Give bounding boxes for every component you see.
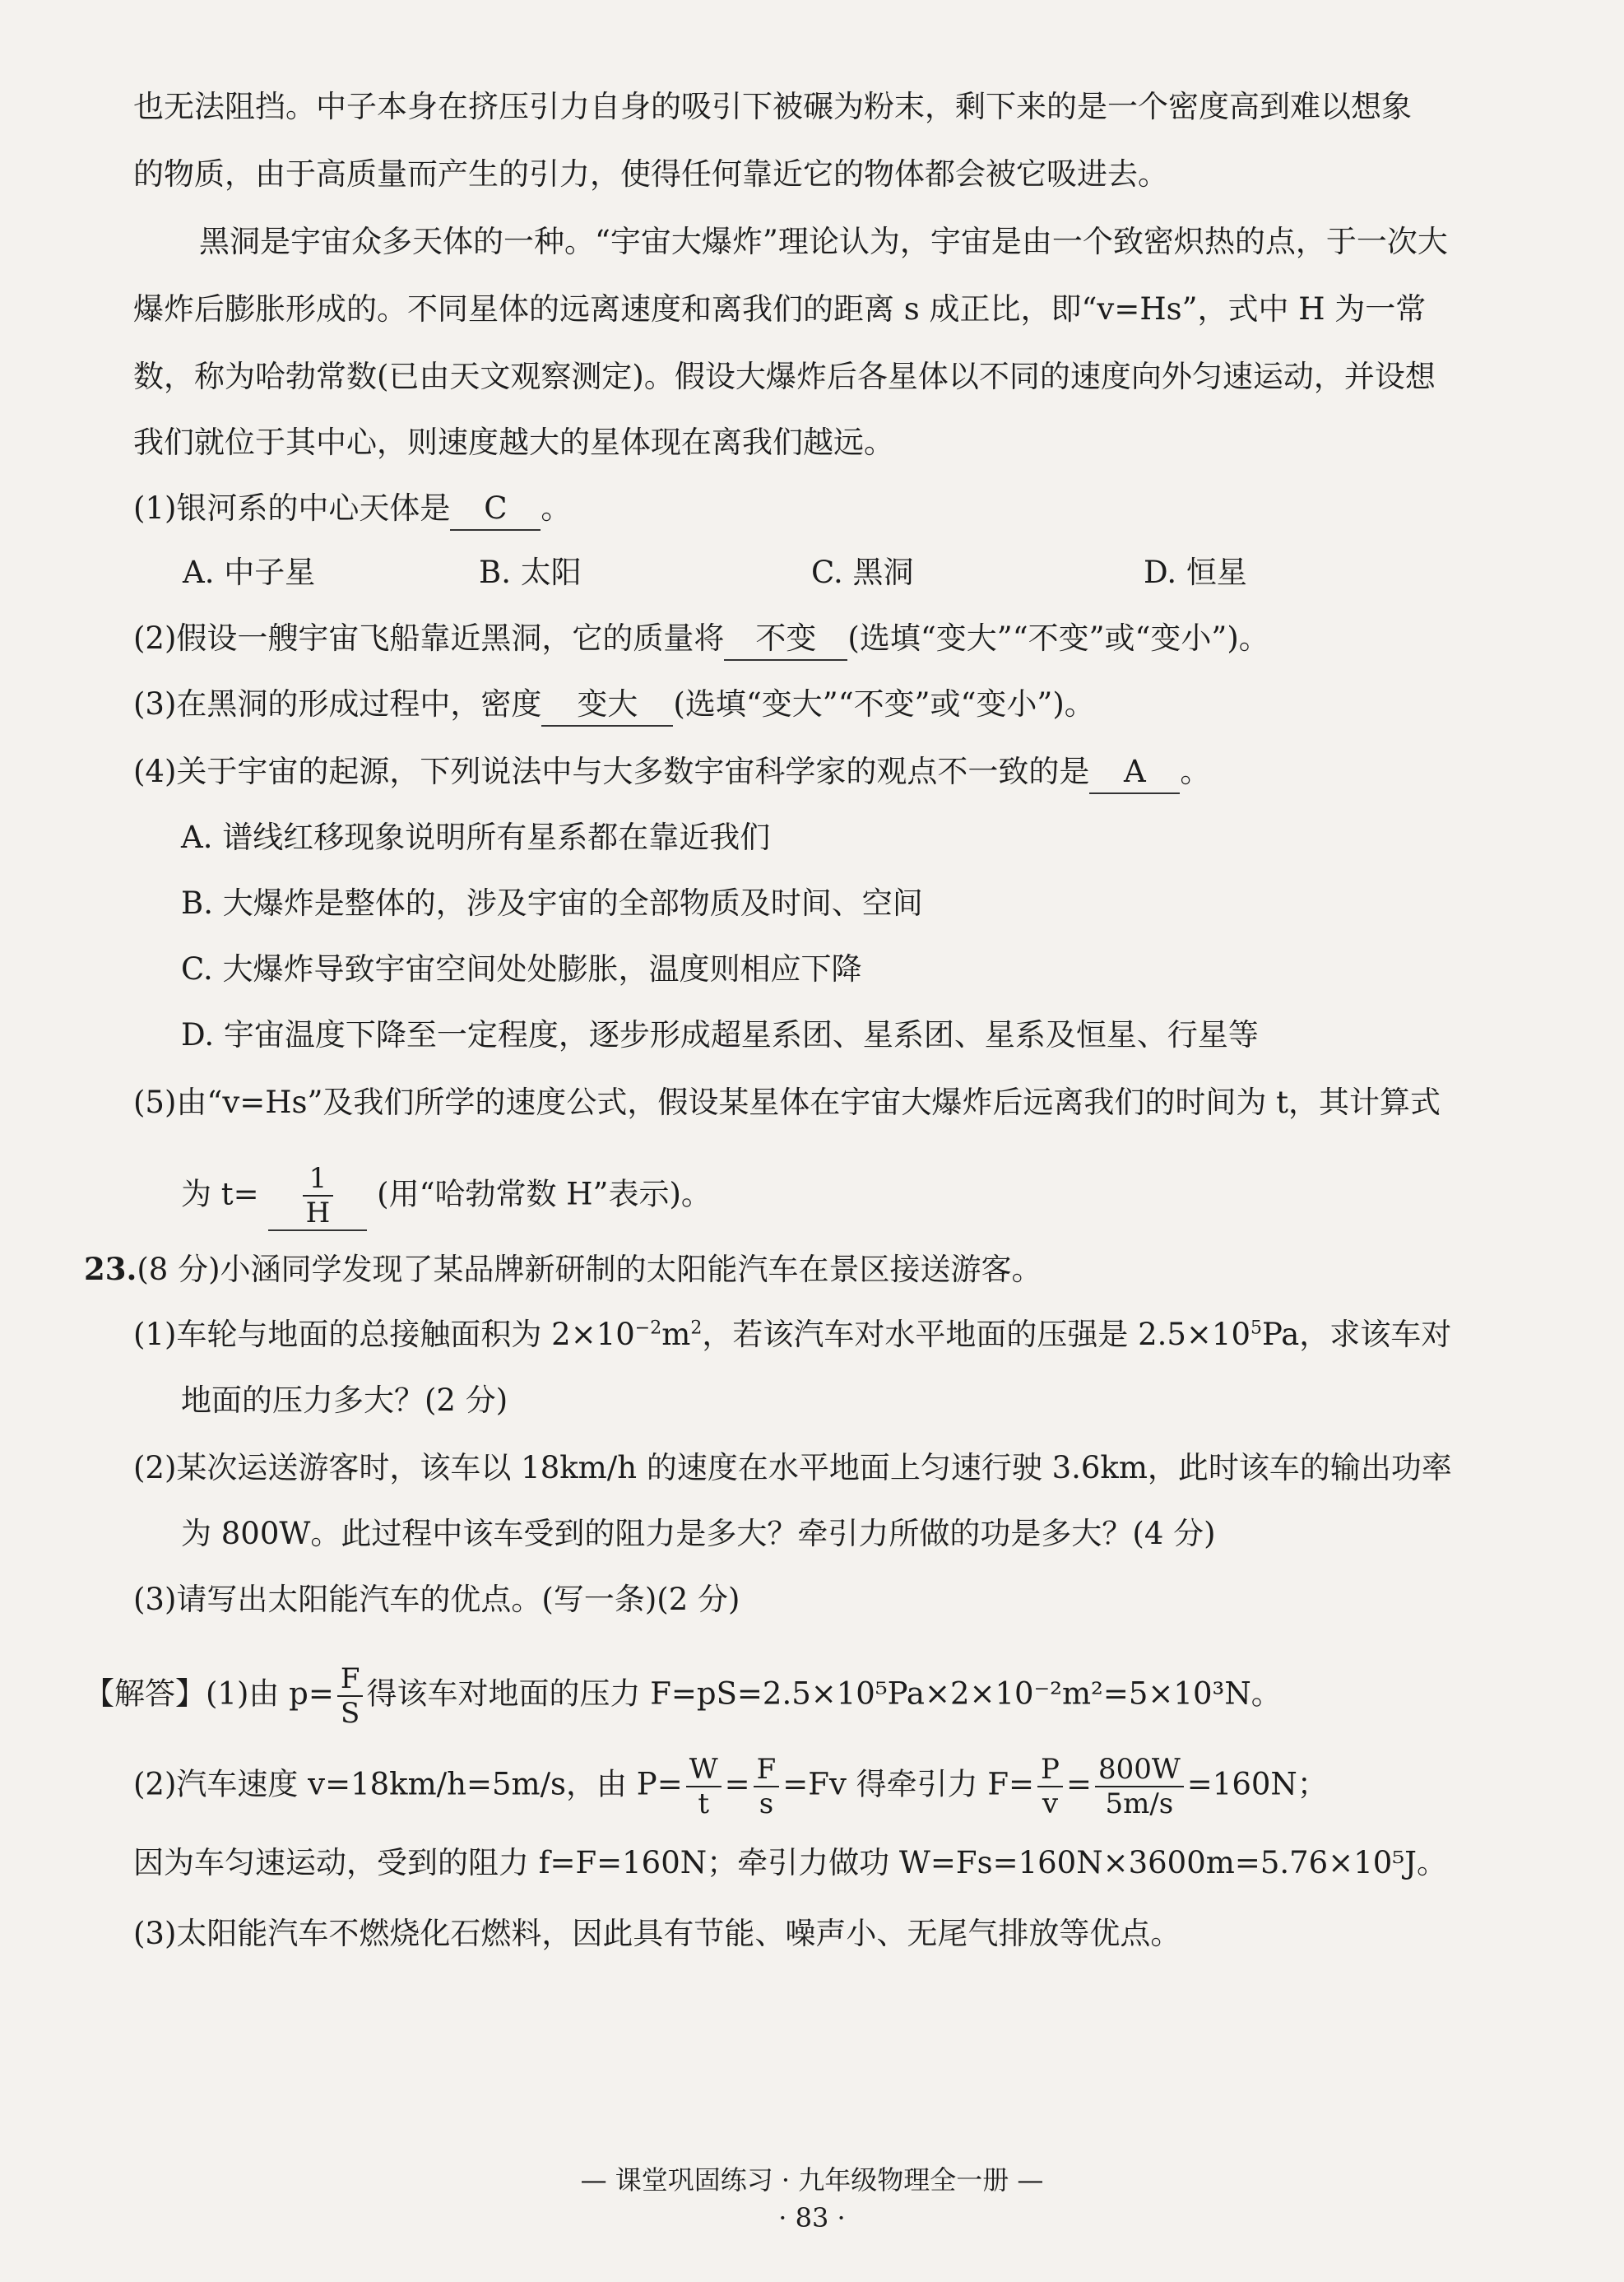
q23-intro: 23.(8 分)小涵同学发现了某品牌新研制的太阳能汽车在景区接送游客。 <box>84 1251 1042 1287</box>
q4-option-a: A. 谱线红移现象说明所有星系都在靠近我们 <box>181 820 771 855</box>
q23-sub1-line2: 地面的压力多大？(2 分) <box>181 1383 508 1418</box>
q1-text: (1)银河系的中心天体是 <box>133 490 451 526</box>
q3-line: (3)在黑洞的形成过程中，密度 变大 (选填“变大”“不变”或“变小”)。 <box>0 681 1624 727</box>
page-number: · 83 · <box>778 2202 846 2233</box>
solution-line-3: 因为车匀速运动，受到的阻力 f=F=160N；牵引力做功 W=Fs=160N×3600m=5.76×10⁵J。 <box>133 1845 1447 1880</box>
passage-line-6: 我们就位于其中心，则速度越大的星体现在离我们越远。 <box>133 425 894 460</box>
q4-answer-blank: A <box>1089 751 1180 794</box>
passage-line-3: 黑洞是宇宙众多天体的一种。“宇宙大爆炸”理论认为，宇宙是由一个致密炽热的点，于一次大 <box>199 224 1448 259</box>
q23-sub3: (3)请写出太阳能汽车的优点。(写一条)(2 分) <box>133 1582 740 1617</box>
q5-line-1: (5)由“v=Hs”及我们所学的速度公式，假设某星体在宇宙大爆炸后远离我们的时间为 t，其计算式 <box>133 1085 1441 1120</box>
q5-line-2: 为 t= $\frac{1}{H}$ (用“哈勃常数 H”表示)。 <box>181 1162 712 1229</box>
q1-option-c: C. 黑洞 <box>811 555 914 590</box>
q5-answer-blank: $\frac{1}{H}$ <box>268 1162 367 1231</box>
q4-option-d: D. 宇宙温度下降至一定程度，逐步形成超星系团、星系团、星系及恒星、行星等 <box>181 1017 1259 1053</box>
q2-answer-blank: 不变 <box>724 618 847 661</box>
q1-option-b: B. 太阳 <box>479 555 582 590</box>
q23-sub2-line1: (2)某次运送游客时，该车以 18km/h 的速度在水平地面上匀速行驶 3.6km，此时该车的输出功率 <box>133 1450 1452 1485</box>
q23-sub1-line1: (1)车轮与地面的总接触面积为 $2\times 10^{-2}m^2$，若该汽车对水平地面的压强是 $2.5\times 10^5Pa$，求该车对 <box>133 1317 1452 1352</box>
solution-line-4: (3)太阳能汽车不燃烧化石燃料，因此具有节能、噪声小、无尾气排放等优点。 <box>133 1916 1181 1951</box>
q1-option-a: A. 中子星 <box>183 555 316 590</box>
q4-option-c: C. 大爆炸导致宇宙空间处处膨胀，温度则相应下降 <box>181 951 862 987</box>
q1-line: (1)银河系的中心天体是 C 。 <box>0 486 1624 532</box>
q1-answer-blank: C <box>450 488 541 531</box>
footer-title: — 课堂巩固练习 · 九年级物理全一册 — <box>580 2164 1044 2196</box>
passage-line-2: 的物质，由于高质量而产生的引力，使得任何靠近它的物体都会被它吸进去。 <box>133 156 1168 192</box>
passage-line-5: 数，称为哈勃常数(已由天文观察测定)。假设大爆炸后各星体以不同的速度向外匀速运动，并设想 <box>133 359 1436 394</box>
q2-line: (2)假设一艘宇宙飞船靠近黑洞，它的质量将 不变 (选填“变大”“不变”或“变小”)。 <box>0 616 1624 662</box>
question-number: 23. <box>84 1251 137 1287</box>
solution-line-2: (2)汽车速度 v=18km/h=5m/s，由 P= $\frac{W}{t}$ = $\frac{F}{s}$ =Fv 得牵引力 F= $\frac{P}{v}$ = $\frac{800W}{5m/s}$ =160N； <box>133 1753 1328 1820</box>
passage-line-1: 也无法阻挡。中子本身在挤压引力自身的吸引下被碾为粉末，剩下来的是一个密度高到难以想象 <box>133 89 1412 124</box>
solution-tag: 【解答】 <box>84 1675 206 1712</box>
q4-option-b: B. 大爆炸是整体的，涉及宇宙的全部物质及时间、空间 <box>181 885 923 921</box>
q4-line: (4)关于宇宙的起源，下列说法中与大多数宇宙科学家的观点不一致的是 A 。 <box>0 749 1624 795</box>
solution-line-1: 【解答】(1)由 p= $\frac{F}{S}$ 得该车对地面的压力 F=pS=2.5×10⁵Pa×2×10⁻²m²=5×10³N。 <box>84 1662 1282 1730</box>
q23-sub2-line2: 为 800W。此过程中该车受到的阻力是多大？牵引力所做的功是多大？(4 分) <box>181 1516 1216 1551</box>
passage-line-4: 爆炸后膨胀形成的。不同星体的远离速度和离我们的距离 s 成正比，即“v=Hs”，式中 H 为一常 <box>133 291 1427 327</box>
q1-option-d: D. 恒星 <box>1144 555 1247 590</box>
q3-answer-blank: 变大 <box>541 684 673 727</box>
